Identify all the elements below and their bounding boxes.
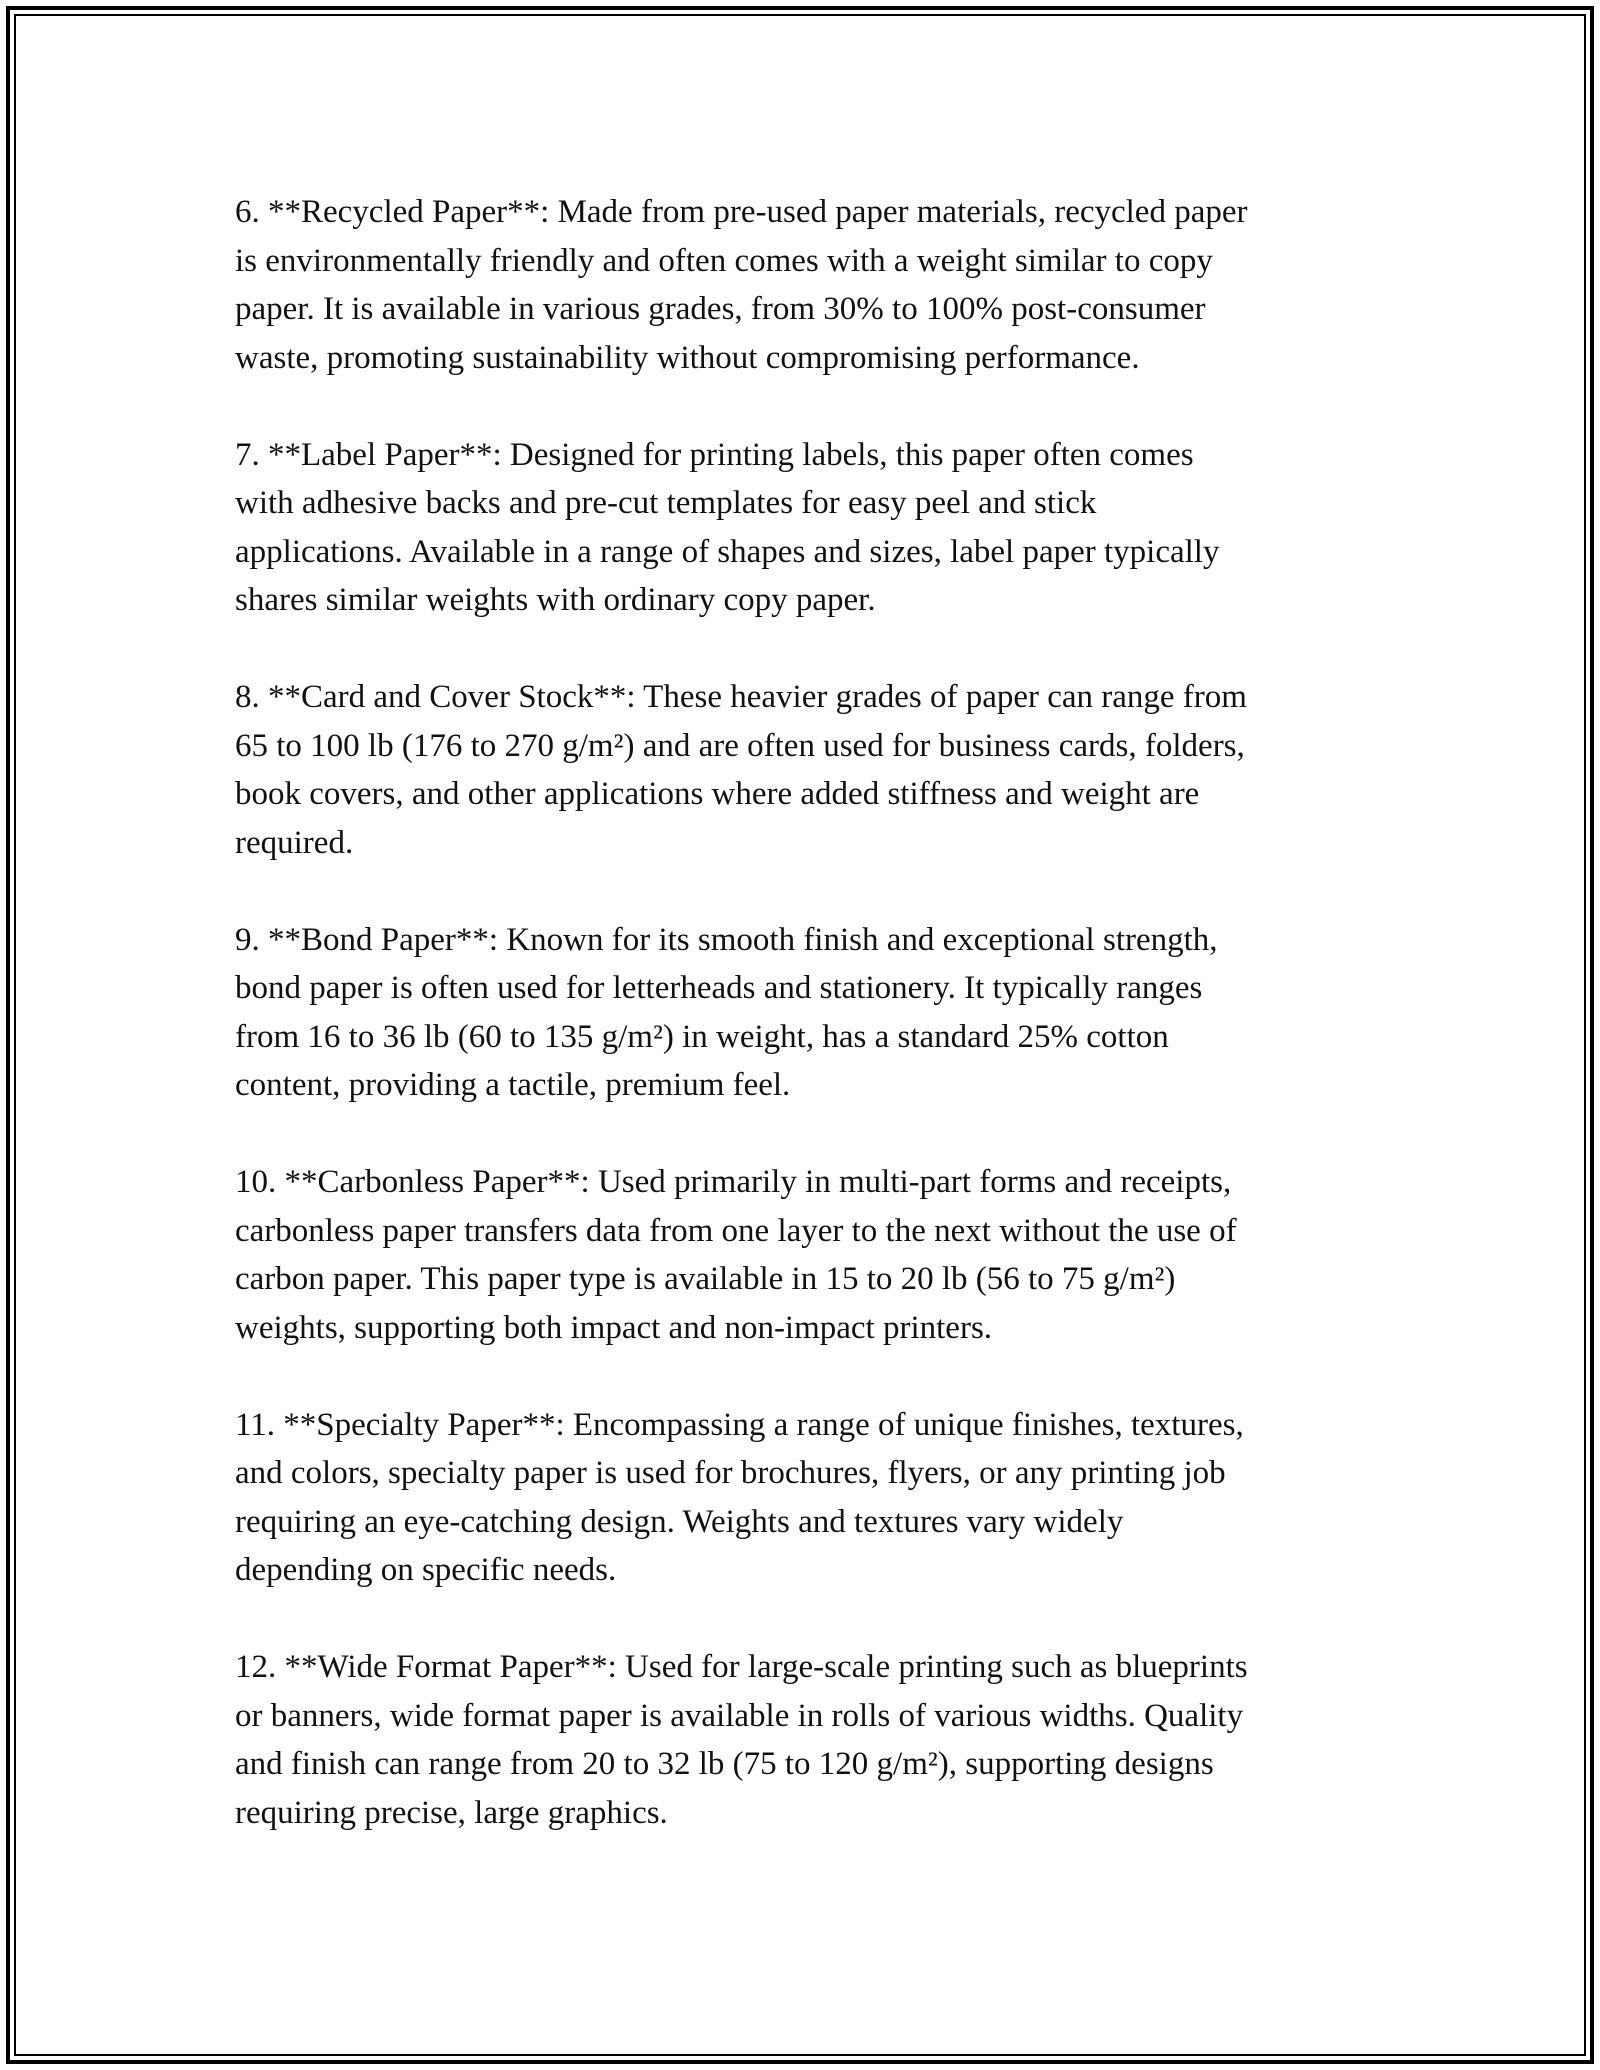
paragraph-specialty-paper: 11. **Specialty Paper**: Encompassing a range of unique finishes, textures, and colors, specialty paper is used for brochures, flyers, or any printing job requiring an eye-catching design. Weights and textures vary widely depending on specific needs. xyxy=(235,1406,1244,1588)
document-body xyxy=(235,188,1375,1837)
paragraph-bond-paper: 9. **Bond Paper**: Known for its smooth finish and exceptional strength, bond paper is often used for letterheads and stationery. It typically ranges from 16 to 36 lb (60 to 135 g/m²) in weight, has a standard 25% cotton content, providing a tactile, premium feel. xyxy=(235,921,1218,1103)
paragraph-card-cover-stock: 8. **Card and Cover Stock**: These heavier grades of paper can range from 65 to 100 lb (176 to 270 g/m²) and are often used for business cards, folders, book covers, and other applications where added stiffness and weight are required. xyxy=(235,679,1247,861)
paragraph-recycled-paper: 6. **Recycled Paper**: Made from pre-used paper materials, recycled paper is environmentally friendly and often comes with a weight similar to copy paper. It is available in various grades, from 30% to 100% post-consumer waste, promoting sustainability without compromising performance. xyxy=(235,194,1248,376)
paragraph-wide-format-paper: 12. **Wide Format Paper**: Used for large-scale printing such as blueprints or banners, wide format paper is available in rolls of various widths. Quality and finish can range from 20 to 32 lb (75 to 120 g/m²), supporting designs requiring precise, large graphics. xyxy=(235,1649,1248,1831)
paragraph-label-paper: 7. **Label Paper**: Designed for printing labels, this paper often comes with adhesive backs and pre-cut templates for easy peel and stick applications. Available in a range of shapes and sizes, label paper typically shares similar weights with ordinary copy paper. xyxy=(235,436,1220,618)
paragraph-carbonless-paper: 10. **Carbonless Paper**: Used primarily in multi-part forms and receipts, carbonless paper transfers data from one layer to the next without the use of carbon paper. This paper type is available in 15 to 20 lb (56 to 75 g/m²) weights, supporting both impact and non-impact printers. xyxy=(235,1164,1237,1346)
